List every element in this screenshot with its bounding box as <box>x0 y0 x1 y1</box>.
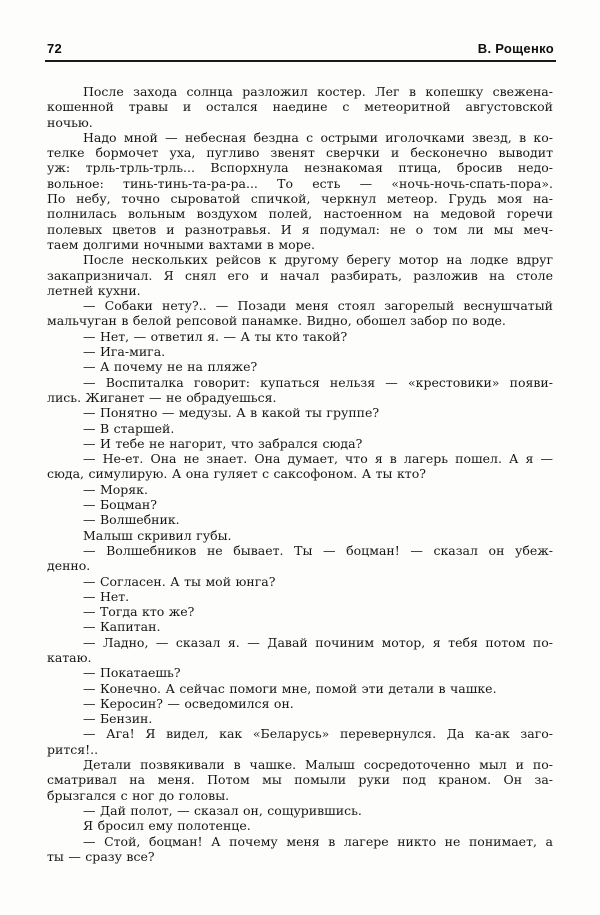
paragraph <box>47 421 553 436</box>
paragraph <box>47 543 553 574</box>
paragraph <box>47 329 553 344</box>
paragraph <box>47 451 553 482</box>
text-line: — В старшей. <box>83 420 175 436</box>
paragraph <box>47 482 553 497</box>
text-line: денно. <box>47 558 91 574</box>
paragraph <box>47 726 553 757</box>
paragraph <box>47 359 553 374</box>
text-line: вольное: тинь-тинь-та-ра-ра... То есть — «ночь-ночь-спать-пора». <box>47 175 553 191</box>
paragraph <box>47 635 553 666</box>
text-line: — Волшебник. <box>83 512 180 528</box>
text-line: — Не-ет. Она не знает. Она думает, что я в лагерь пошел. А я — <box>83 451 553 467</box>
text-line: По небу, точно сыроватой спичкой, черкнул метеор. Грудь моя на- <box>47 191 553 207</box>
text-line: — Ига-мига. <box>83 344 166 360</box>
text-line: — Боцман? <box>83 497 157 513</box>
paragraph <box>47 405 553 420</box>
text-line: — Ага! Я видел, как «Беларусь» перевернулся. Да ка-ак заго- <box>83 726 553 742</box>
text-line: — Дай полот, — сказал он, сощурившись. <box>83 802 362 818</box>
text-line: — Покатаешь? <box>83 665 181 681</box>
text-line: сюда, симулирую. А она гуляет с саксофоном. А ты кто? <box>47 466 426 482</box>
paragraph <box>47 436 553 451</box>
paragraph <box>47 497 553 512</box>
paragraph <box>47 711 553 726</box>
text-line: Детали позвякивали в чашке. Малыш сосредоточенно мыл и по- <box>83 757 553 773</box>
text-line: — Понятно — медузы. А в какой ты группе? <box>83 405 380 421</box>
paragraph <box>47 834 553 865</box>
text-line: Я бросил ему полотенце. <box>83 818 251 834</box>
text-line: После захода солнца разложил костер. Лег в копешку свежена- <box>83 84 553 99</box>
text-line: полнилась вольным воздухом полей, настоенном на медовой горечи <box>47 206 553 222</box>
text-line: телке бормочет уха, пугливо звенят сверчки и бесконечно выводит <box>47 145 553 161</box>
paragraph <box>47 375 553 406</box>
paragraph <box>47 344 553 359</box>
text-line: — Бензин. <box>83 711 153 727</box>
paragraph <box>47 84 553 130</box>
paragraph <box>47 589 553 604</box>
text-line: мальчуган в белой репсовой панамке. Видно, обошел забор по воде. <box>47 313 506 329</box>
page-header <box>47 41 554 56</box>
text-line: кошенной травы и остался наедине с метеоритной августовской <box>47 99 553 115</box>
text-line: летней кухни. <box>47 282 141 298</box>
text-line: — Нет. <box>83 588 130 604</box>
text-line: — Капитан. <box>83 619 161 635</box>
text-line: Малыш скривил губы. <box>83 527 232 543</box>
text-line: Надо мной — небесная бездна с острыми иголочками звезд, в ко- <box>83 129 553 145</box>
text-line: — Согласен. А ты мой юнга? <box>83 573 276 589</box>
text-line: брызгался с ног до головы. <box>47 787 230 803</box>
text-line: — Нет, — ответил я. — А ты кто такой? <box>83 328 348 344</box>
paragraph <box>47 130 553 252</box>
text-line: лись. Жиганет — не обрадуешься. <box>47 389 277 405</box>
text-line: — Моряк. <box>83 481 148 497</box>
text-line: — И тебе не нагорит, что забрался сюда? <box>83 435 363 451</box>
text-line: После нескольких рейсов к другому берегу мотор на лодке вдруг <box>83 252 553 268</box>
paragraph <box>47 696 553 711</box>
text-line: — Собаки нету?.. — Позади меня стоял загорелый веснушчатый <box>83 298 553 314</box>
paragraph <box>47 512 553 527</box>
paragraph <box>47 665 553 680</box>
paragraph <box>47 803 553 818</box>
paragraph <box>47 252 553 298</box>
paragraph <box>47 681 553 696</box>
running-head-author: В. Рощенко <box>477 41 554 56</box>
text-line: — Тогда кто же? <box>83 604 195 620</box>
text-line: — Конечно. А сейчас помоги мне, помой эти детали в чашке. <box>83 680 497 696</box>
text-line: ты — сразу все? <box>47 848 155 864</box>
text-line: катаю. <box>47 649 92 665</box>
paragraph <box>47 528 553 543</box>
paragraph <box>47 757 553 803</box>
text-line: таем долгими ночными вахтами в море. <box>47 236 316 252</box>
text-line: рится!.. <box>47 741 99 757</box>
text-line: — Ладно, — сказал я. — Давай починим мотор, я тебя потом по- <box>83 634 553 650</box>
paragraph <box>47 818 553 833</box>
text-line: — Керосин? — осведомился он. <box>83 695 294 711</box>
text-line: ночью. <box>47 114 93 130</box>
paragraph <box>47 298 553 329</box>
page-number: 72 <box>47 41 63 56</box>
text-line: уж: трль-трль-трль... Вспорхнула незнакомая птица, бросив недо- <box>47 160 553 176</box>
text-line: — Волшебников не бывает. Ты — боцман! — сказал он убеж- <box>83 542 553 558</box>
text-line: — Воспиталка говорит: купаться нельзя — «крестовики» появи- <box>83 374 553 390</box>
text-line: сматривал на меня. Потом мы помыли руки под краном. Он за- <box>47 772 553 788</box>
paragraph <box>47 574 553 589</box>
paragraph <box>47 604 553 619</box>
text-block <box>47 84 553 864</box>
text-line: — Стой, боцман! А почему меня в лагере никто не понимает, а <box>83 833 553 849</box>
text-line: — А почему не на пляже? <box>83 359 258 375</box>
text-line: полевых цветов и разнотравья. И я подумал: не о том ли мы меч- <box>47 221 553 237</box>
text-line: закапризничал. Я снял его и начал разбирать, разложив на столе <box>47 267 553 283</box>
paragraph <box>47 619 553 634</box>
header-rule <box>45 60 556 62</box>
